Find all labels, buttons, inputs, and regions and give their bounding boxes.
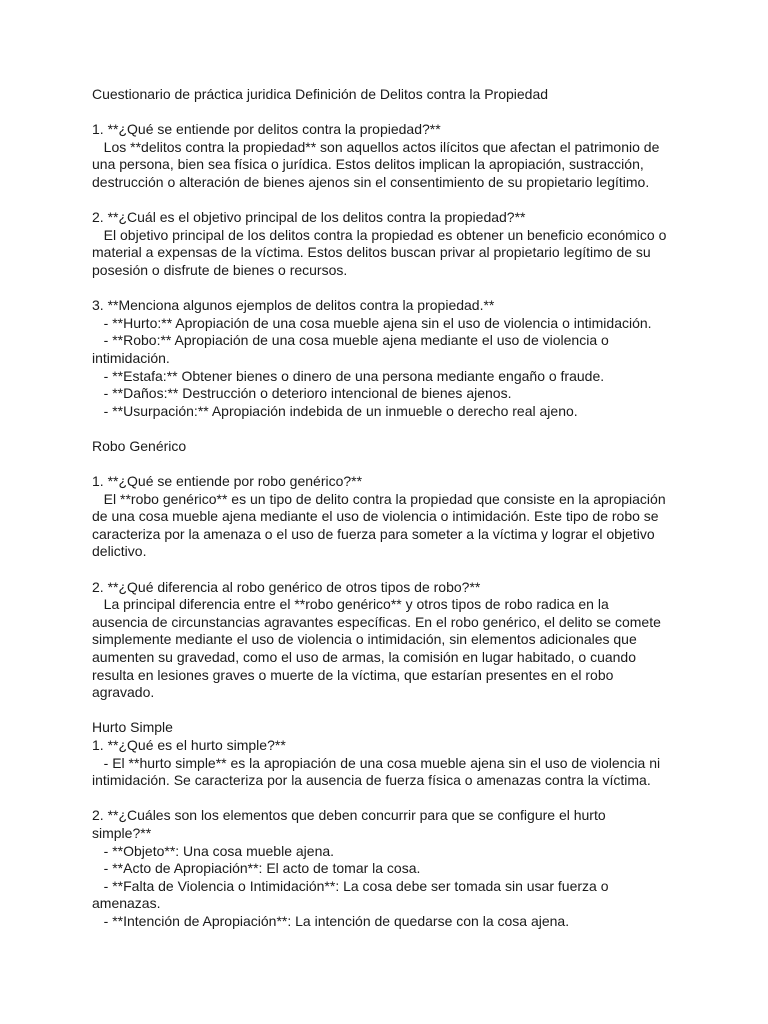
list-item: intimidación. — [92, 349, 170, 366]
list-item: - **Intención de Apropiación**: La intención de quedarse con la cosa ajena. — [92, 912, 570, 929]
answer-line: destrucción o alteración de bienes ajenos sin el consentimiento de su propietario legítimo. — [92, 173, 650, 190]
answer-line: simplemente mediante el uso de violencia o intimidación, sin elementos adicionales que — [92, 631, 637, 648]
answer-line: una persona, bien sea física o jurídica. Estos delitos implican la apropiación, sustracción, — [92, 156, 644, 173]
answer-line: resulta en lesiones graves o muerte de la víctima, que estarían presentes en el robo — [92, 666, 614, 683]
question-block-3 — [92, 297, 692, 420]
section-heading: Robo Genérico — [92, 437, 187, 454]
question-text: 2. **¿Cuáles son los elementos que deben concurrir para que se configure el hurto — [92, 807, 606, 824]
answer-line: - El **hurto simple** es la apropiación de una cosa mueble ajena sin el uso de violencia ni — [92, 754, 661, 771]
spacer — [92, 561, 692, 579]
question-text: 1. **¿Qué es el hurto simple?** — [92, 736, 286, 753]
answer-line: intimidación. Se caracteriza por la ausencia de fuerza física o amenazas contra la víctima. — [92, 772, 651, 789]
question-block-robo-1 — [92, 473, 692, 561]
question-block-hurto-1 — [92, 737, 692, 790]
question-block-1 — [92, 121, 692, 191]
question-text: 1. **¿Qué se entiende por robo genérico?** — [92, 473, 363, 490]
question-text: 2. **¿Qué diferencia al robo genérico de otros tipos de robo?** — [92, 578, 481, 595]
spacer — [92, 420, 692, 438]
list-item: - **Acto de Apropiación**: El acto de tomar la cosa. — [92, 860, 421, 877]
question-block-robo-2 — [92, 579, 692, 702]
spacer — [92, 455, 692, 473]
spacer — [92, 104, 692, 122]
spacer — [92, 790, 692, 808]
answer-line: ausencia de circunstancias agravantes específicas. En el robo genérico, el delito se comete — [92, 613, 661, 630]
list-item: - **Robo:** Apropiación de una cosa mueble ajena mediante el uso de violencia o — [92, 332, 609, 349]
list-item: - **Daños:** Destrucción o deterioro intencional de bienes ajenos. — [92, 385, 512, 402]
spacer — [92, 192, 692, 210]
answer-line: aumenten su gravedad, como el uso de armas, la comisión en lugar habitado, o cuando — [92, 649, 637, 665]
answer-line: delictivo. — [92, 543, 147, 560]
list-item: - **Estafa:** Obtener bienes o dinero de una persona mediante engaño o fraude. — [92, 367, 605, 384]
answer-line: posesión o disfrute de bienes o recursos. — [92, 261, 348, 278]
document-title: Cuestionario de práctica juridica Definición de Delitos contra la Propiedad — [92, 86, 549, 102]
list-item: - **Falta de Violencia o Intimidación**: La cosa debe ser tomada sin usar fuerza o — [92, 877, 609, 894]
answer-line: El **robo genérico** es un tipo de delito contra la propiedad que consiste en la apropiación — [92, 490, 666, 507]
question-text: 3. **Menciona algunos ejemplos de delitos contra la propiedad.** — [92, 297, 495, 314]
document-page — [92, 86, 692, 931]
answer-line: de una cosa mueble ajena mediante el uso de violencia o intimidación. Este tipo de robo se — [92, 508, 659, 525]
section-heading: Hurto Simple — [92, 719, 173, 736]
list-item: - **Objeto**: Una cosa mueble ajena. — [92, 842, 335, 859]
answer-line: agravado. — [92, 684, 155, 701]
spacer — [92, 702, 692, 720]
answer-line: material a expensas de la víctima. Estos delitos buscan privar al propietario legítimo de su — [92, 244, 651, 261]
question-text: simple?** — [92, 824, 152, 841]
answer-line: caracteriza por la amenaza o el uso de fuerza para someter a la víctima y lograr el objetivo — [92, 525, 655, 542]
question-block-hurto-2 — [92, 807, 692, 930]
list-item: amenazas. — [92, 895, 161, 912]
question-text: 1. **¿Qué se entiende por delitos contra la propiedad?** — [92, 121, 441, 138]
list-item: - **Usurpación:** Apropiación indebida de un inmueble o derecho real ajeno. — [92, 402, 578, 419]
answer-line: El objetivo principal de los delitos contra la propiedad es obtener un beneficio económico o — [92, 226, 667, 243]
spacer — [92, 280, 692, 298]
answer-line: Los **delitos contra la propiedad** son aquellos actos ilícitos que afectan el patrimonio de — [92, 138, 660, 155]
question-text: 2. **¿Cuál es el objetivo principal de los delitos contra la propiedad?** — [92, 209, 526, 226]
list-item: - **Hurto:** Apropiación de una cosa mueble ajena sin el uso de violencia o intimidación. — [92, 314, 652, 331]
answer-line: La principal diferencia entre el **robo genérico** y otros tipos de robo radica en la — [92, 596, 609, 613]
question-block-2 — [92, 209, 692, 279]
